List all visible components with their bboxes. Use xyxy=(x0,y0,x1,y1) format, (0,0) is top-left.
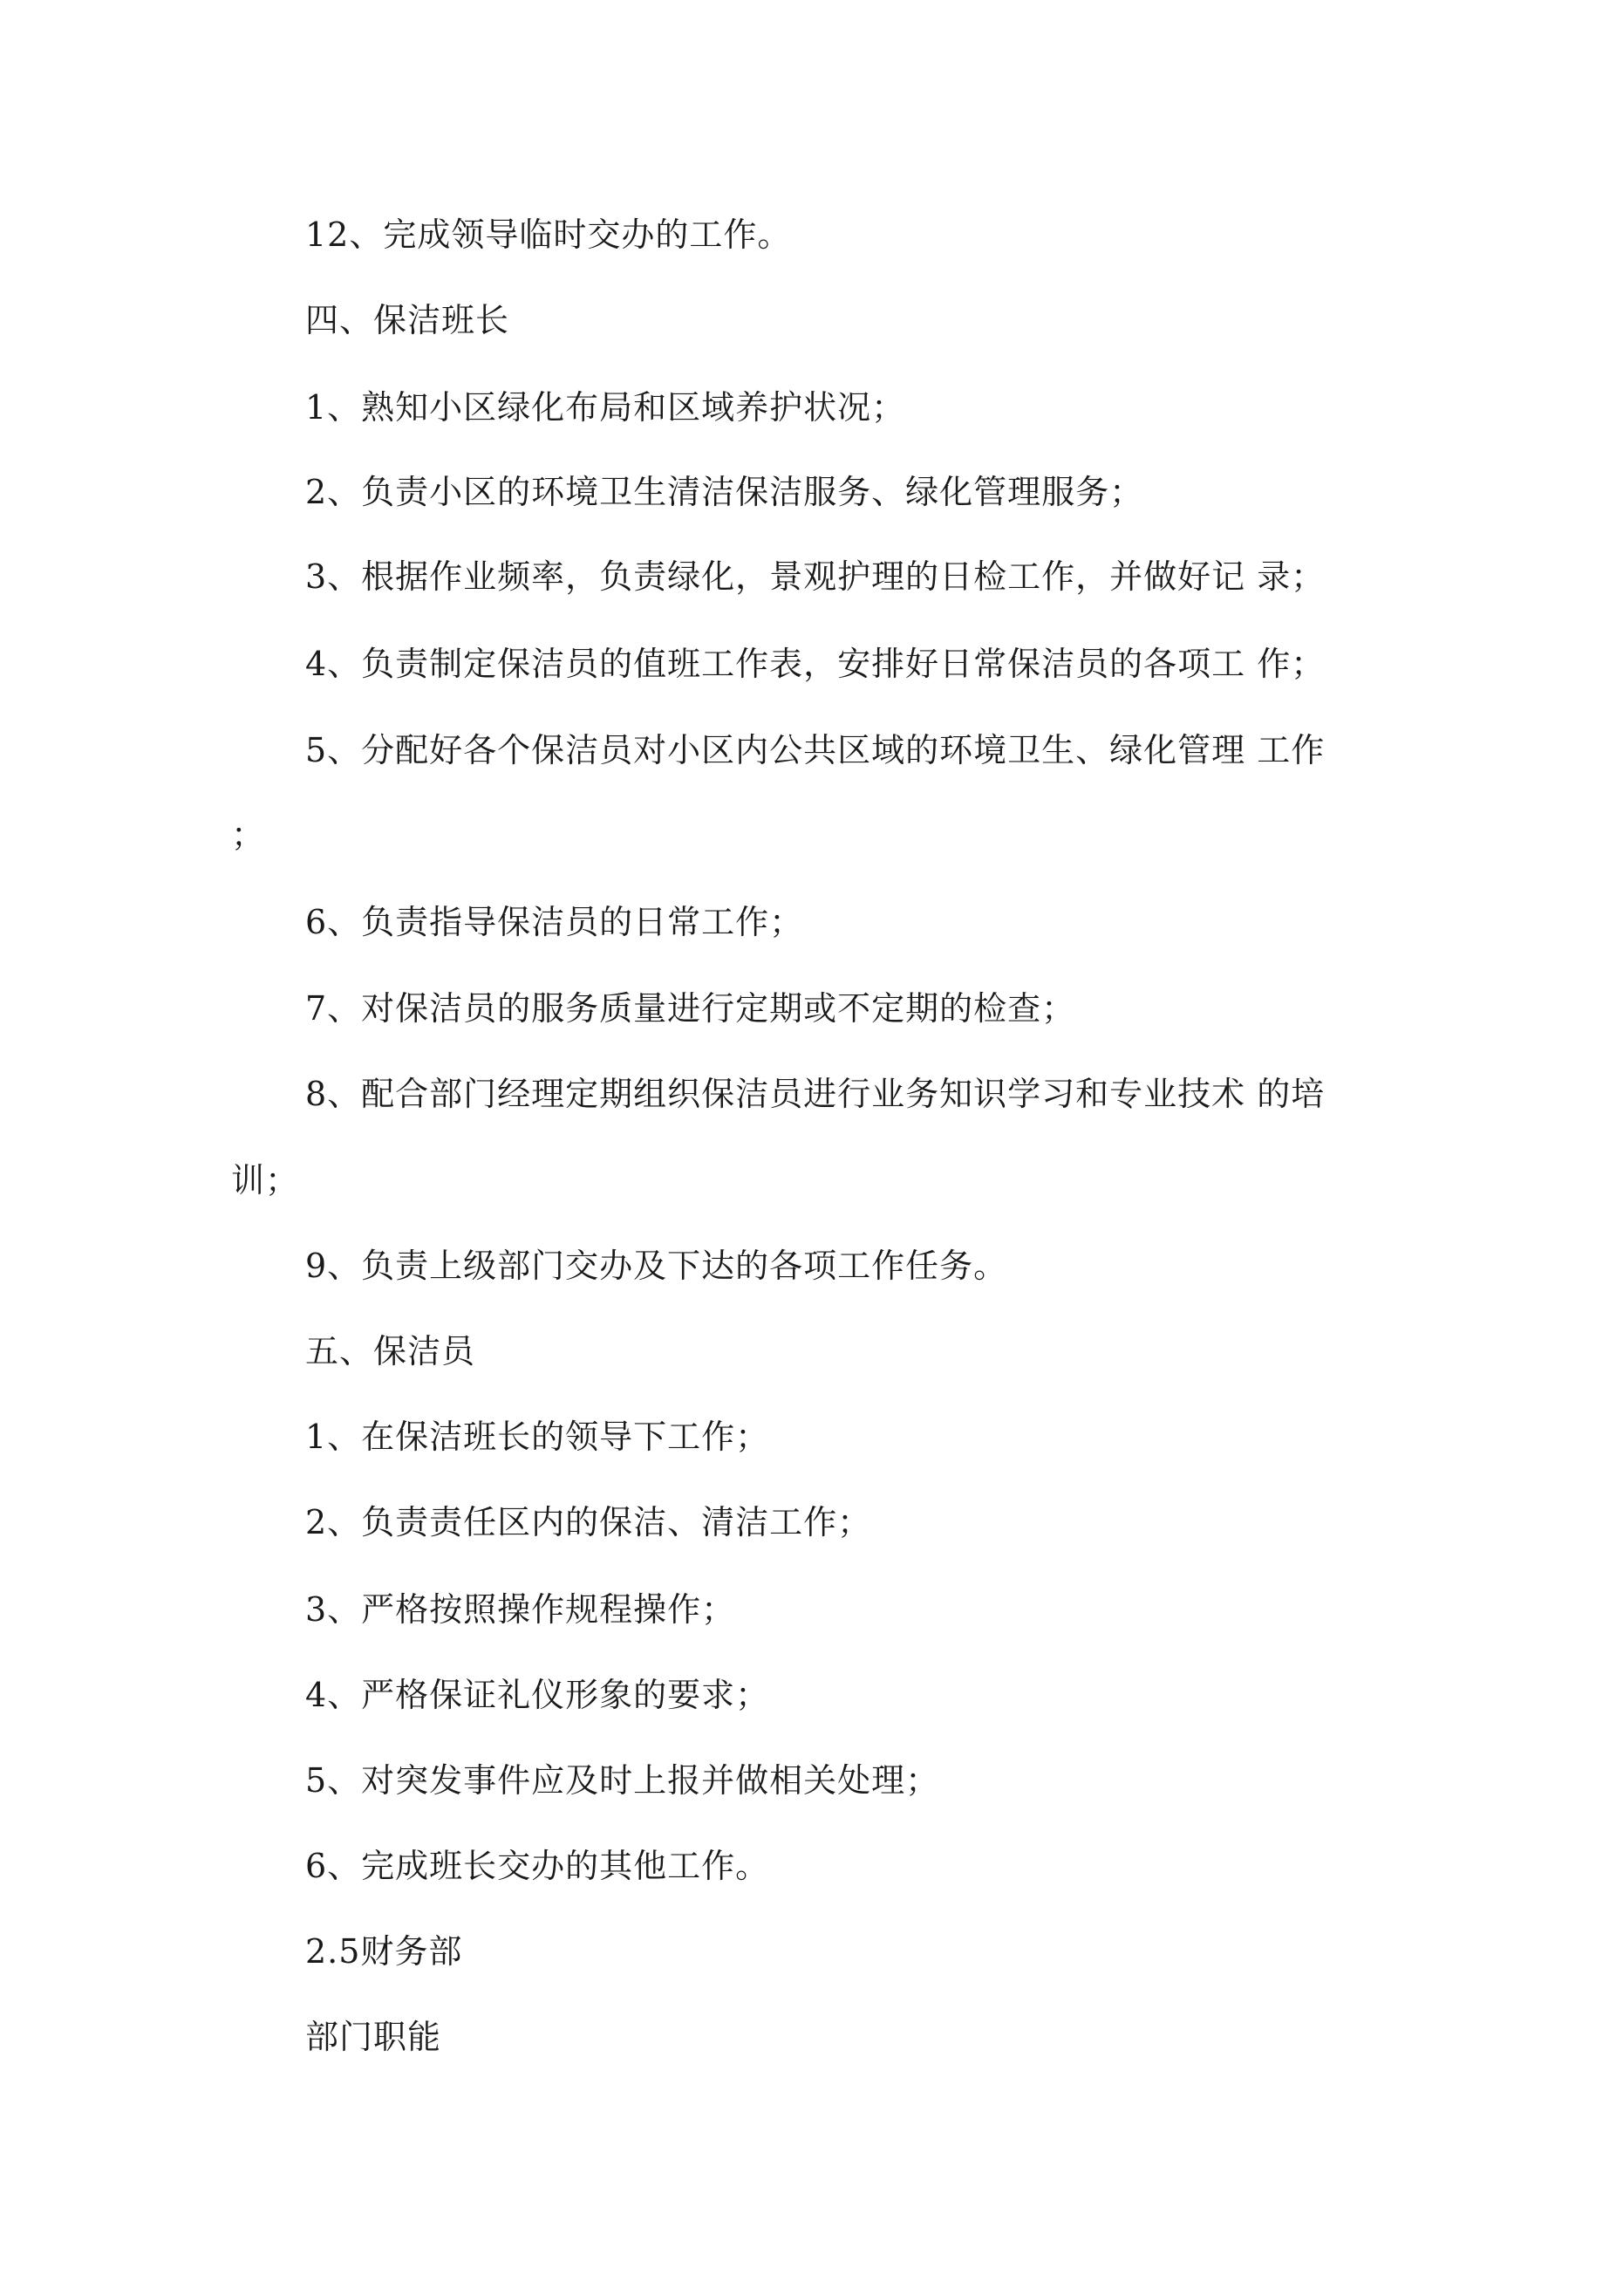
cleaner-duty-6: 6、完成班长交办的其他工作。 xyxy=(305,1847,770,1885)
leader-duty-7: 7、对保洁员的服务质量进行定期或不定期的检查； xyxy=(305,989,1076,1028)
leader-duty-8-continuation: 训； xyxy=(231,1161,300,1199)
section-heading-finance-department: 2.5财务部 xyxy=(305,1932,463,1971)
cleaner-duty-4: 4、严格保证礼仪形象的要求； xyxy=(305,1676,770,1714)
leader-duty-3: 3、根据作业频率，负责绿化，景观护理的日检工作，并做好记 录； xyxy=(305,557,1326,596)
cleaner-duty-3: 3、严格按照操作规程操作； xyxy=(305,1590,736,1629)
leader-duty-2: 2、负责小区的环境卫生清洁保洁服务、绿化管理服务； xyxy=(305,473,1144,511)
leader-duty-5: 5、分配好各个保洁员对小区内公共区域的环境卫生、绿化管理 工作 xyxy=(305,731,1326,769)
section-heading-cleaner: 五、保洁员 xyxy=(305,1332,476,1370)
leader-duty-6: 6、负责指导保洁员的日常工作； xyxy=(305,903,804,941)
subheading-department-functions: 部门职能 xyxy=(305,2018,442,2056)
cleaner-duty-5: 5、对突发事件应及时上报并做相关处理； xyxy=(305,1761,940,1800)
leader-duty-5-continuation: ； xyxy=(231,816,266,854)
leader-duty-9: 9、负责上级部门交办及下达的各项工作任务。 xyxy=(305,1247,1008,1285)
cleaner-duty-1: 1、在保洁班长的领导下工作； xyxy=(305,1418,770,1456)
leader-duty-1: 1、熟知小区绿化布局和区域养护状况； xyxy=(305,388,906,427)
cleaner-duty-2: 2、负责责任区内的保洁、清洁工作； xyxy=(305,1503,872,1541)
leader-duty-4: 4、负责制定保洁员的值班工作表，安排好日常保洁员的各项工 作； xyxy=(305,645,1326,683)
section-heading-cleaning-team-leader: 四、保洁班长 xyxy=(305,301,510,339)
leader-duty-8: 8、配合部门经理定期组织保洁员进行业务知识学习和专业技术 的培 xyxy=(305,1075,1326,1113)
item-12-leader-tasks: 12、完成领导临时交办的工作。 xyxy=(305,215,792,254)
